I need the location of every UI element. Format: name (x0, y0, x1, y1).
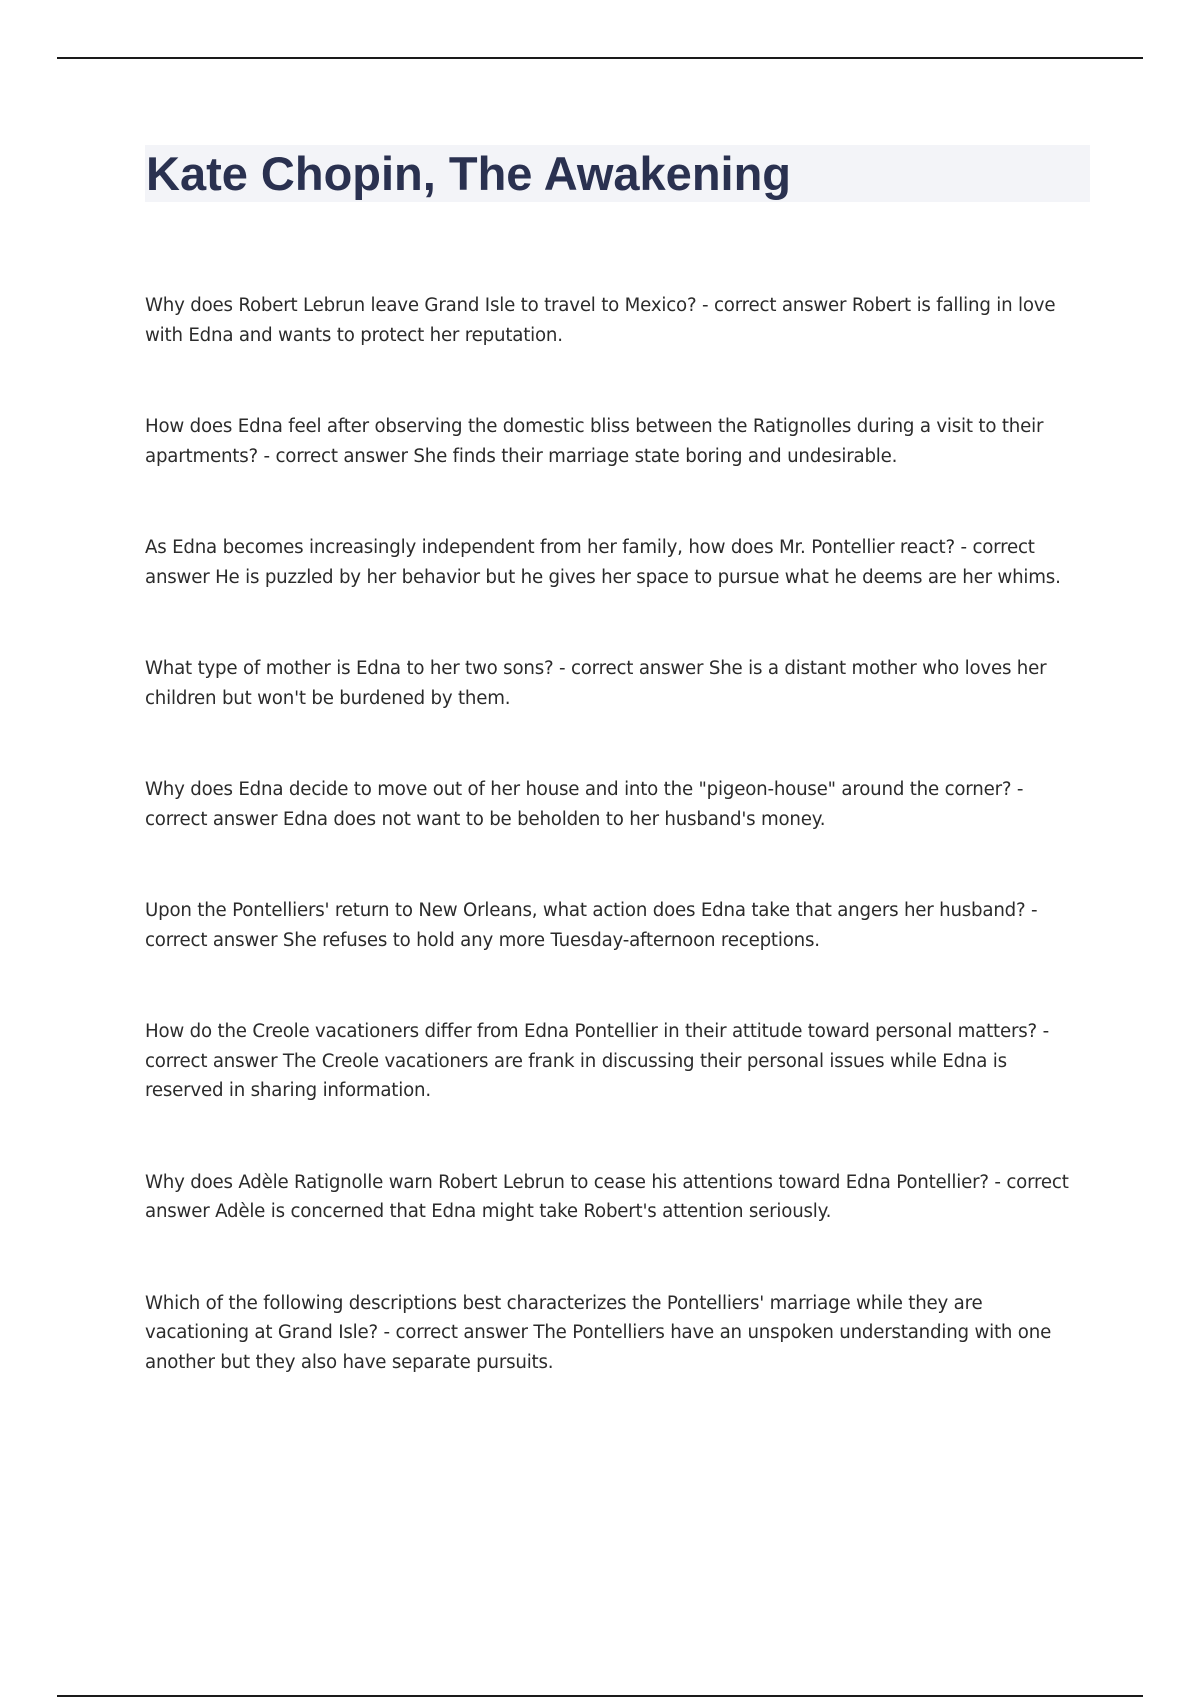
qa-item: Why does Edna decide to move out of her house and into the "pigeon-house" around the corner? - correct answer Edna does not want to be beholden to her husband's money. (145, 779, 1024, 830)
qa-list (145, 291, 1090, 1439)
qa-item: As Edna becomes increasingly independent from her family, how does Mr. Pontellier react? - correct answer He is puzzled by her behavior but he gives her space to pursue what he deems are her whims. (145, 537, 1061, 588)
qa-item: Upon the Pontelliers' return to New Orleans, what action does Edna take that angers her husband? - correct answer She refuses to hold any more Tuesday-afternoon receptions. (145, 900, 1038, 951)
footer-rule (57, 1695, 1143, 1697)
qa-item: Which of the following descriptions best characterizes the Pontelliers' marriage while they are vacationing at Grand Isle? - correct answer The Pontelliers have an unspoken understanding with one another but they also have separate pursuits. (145, 1292, 1052, 1373)
document-title: Kate Chopin, The Awakening (146, 147, 792, 200)
qa-item: What type of mother is Edna to her two sons? - correct answer She is a distant mother who loves her children but won't be burdened by them. (145, 658, 1047, 709)
header-rule (57, 57, 1143, 59)
qa-item: Why does Robert Lebrun leave Grand Isle to travel to Mexico? - correct answer Robert is falling in love with Edna and wants to protect her reputation. (145, 295, 1056, 346)
qa-item: Why does Adèle Ratignolle warn Robert Lebrun to cease his attentions toward Edna Pontellier? - correct answer Adèle is concerned that Edna might take Robert's attention seriously. (145, 1171, 1069, 1222)
qa-item: How does Edna feel after observing the domestic bliss between the Ratignolles during a visit to their apartments? - correct answer She finds their marriage state boring and undesirable. (145, 416, 1044, 467)
qa-item: How do the Creole vacationers differ from Edna Pontellier in their attitude toward personal matters? - correct answer The Creole vacationers are frank in discussing their personal issues while Edna is reserved in sharing information. (145, 1021, 1049, 1101)
